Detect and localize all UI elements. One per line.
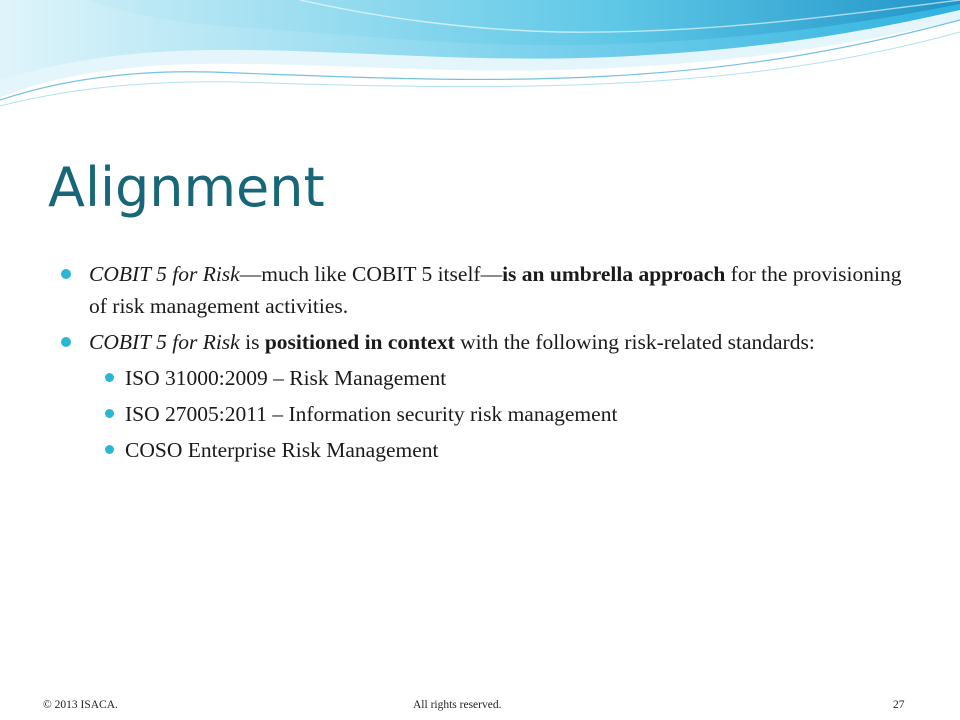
bullet-dot-icon: [105, 445, 114, 454]
sub-bullet-item: [60, 398, 920, 430]
bullet-dot-icon: [105, 373, 114, 382]
bullet-dot-icon: [61, 337, 71, 347]
sub-bullet-text: ISO 27005:2011 – Information security risk management: [125, 402, 618, 426]
sub-bullet-item: [60, 434, 920, 466]
bullet-text: for the provisioning of risk management activities.: [89, 262, 902, 318]
bullet-strong-text: positioned in context: [264, 330, 455, 354]
bullet-text: with the following risk-related standards:: [454, 330, 815, 354]
footer-rights: All rights reserved.: [413, 699, 502, 711]
slide-title: Alignment: [48, 156, 325, 219]
bullet-emphasis-text: COBIT 5 for Risk: [89, 262, 240, 286]
sub-bullet-text: ISO 31000:2009 – Risk Management: [125, 366, 447, 390]
footer-copyright: © 2013 ISACA.: [43, 699, 118, 711]
bullet-text: —much like COBIT 5 itself—: [239, 262, 503, 286]
bullet-dot-icon: [105, 409, 114, 418]
bullet-item: [60, 326, 920, 358]
bullet-emphasis-text: COBIT 5 for Risk: [89, 330, 240, 354]
header-wave-decoration: [0, 0, 960, 120]
bullet-dot-icon: [61, 269, 71, 279]
page-number: 27: [893, 699, 905, 711]
sub-bullet-item: [60, 362, 920, 394]
bullet-text: is: [239, 330, 265, 354]
bullet-strong-text: is an umbrella approach: [502, 262, 726, 286]
sub-bullet-text: COSO Enterprise Risk Management: [125, 438, 439, 462]
bullet-list: [60, 258, 920, 470]
bullet-item: [60, 258, 920, 322]
